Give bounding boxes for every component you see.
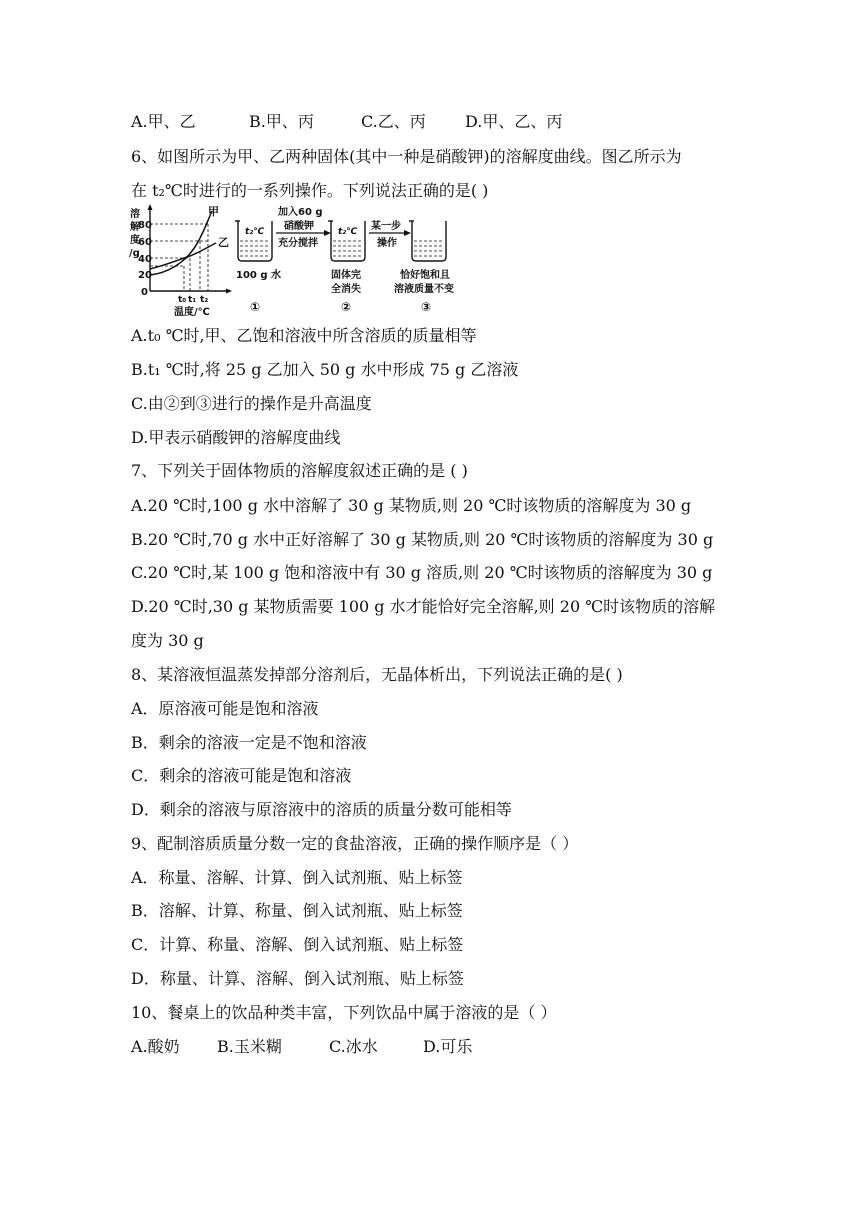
- q10-option-d: D.可乐: [423, 1037, 473, 1056]
- ytick-0: 0: [141, 287, 148, 298]
- q8-option-c: C．剩余的溶液可能是饱和溶液: [131, 766, 352, 785]
- beaker-3-num: ③: [421, 300, 432, 314]
- q10-option-a: A.酸奶: [131, 1037, 180, 1056]
- arrow-2-bottom: 操作: [377, 238, 397, 249]
- beaker-1: [235, 221, 281, 314]
- q5-option-b: B.甲、丙: [249, 112, 314, 131]
- q5-option-c: C.乙、丙: [361, 112, 426, 131]
- q7-option-d: D.20 ℃时,30 g 某物质需要 100 g 水才能恰好完全溶解,则 20 ℃时该物质的溶解: [131, 597, 716, 616]
- solubility-figure: [128, 203, 468, 321]
- q8-stem: 8、某溶液恒温蒸发掉部分溶剂后，无晶体析出，下列说法正确的是( ): [131, 665, 623, 684]
- q7-option-c: C.20 ℃时,某 100 g 饱和溶液中有 30 g 溶质,则 20 ℃时该物质的溶解度为 30 g: [131, 563, 713, 582]
- q10-stem: 10、餐桌上的饮品种类丰富，下列饮品中属于溶液的是（ ）: [131, 1003, 557, 1022]
- q5-options: [131, 112, 562, 132]
- q9-option-a: A．称量、溶解、计算、倒入试剂瓶、贴上标签: [131, 868, 463, 887]
- arrow-1-bottom: 充分搅拌: [278, 238, 318, 249]
- curve-jia: [150, 211, 212, 275]
- ylabel-1: 溶: [130, 209, 140, 220]
- curve-yi-label: 乙: [218, 236, 229, 249]
- xtick-t2: t₂: [200, 295, 209, 305]
- arrow-2: [369, 219, 411, 249]
- q7-stem: 7、下列关于固体物质的溶解度叙述正确的是 ( ): [131, 461, 468, 480]
- arrow-1-top2: 硝酸钾: [284, 221, 314, 232]
- beaker-3-caption1: 恰好饱和且: [400, 270, 450, 281]
- ytick-60: 60: [138, 237, 152, 248]
- q9-option-c: C．计算、称量、溶解、倒入试剂瓶、贴上标签: [131, 935, 464, 954]
- arrow-1-top1: 加入60 g: [278, 207, 323, 218]
- curve-yi: [150, 243, 216, 269]
- ytick-20: 20: [138, 270, 152, 281]
- beaker-2-caption2: 全消失: [331, 284, 361, 295]
- ylabel-3: 度: [130, 235, 140, 246]
- beaker-2-caption1: 固体完: [331, 270, 361, 281]
- beaker-2: [328, 221, 365, 314]
- beaker-1-num: ①: [250, 300, 261, 314]
- q6-option-b: B.t₁ ℃时,将 25 g 乙加入 50 g 水中形成 75 g 乙溶液: [131, 360, 519, 379]
- ytick-40: 40: [138, 254, 152, 265]
- solubility-graph: [129, 204, 232, 318]
- arrow-2-top: 某一步: [371, 221, 401, 232]
- q10-options: [131, 1037, 472, 1057]
- q7-option-a: A.20 ℃时,100 g 水中溶解了 30 g 某物质,则 20 ℃时该物质的溶解度为 30 g: [131, 496, 692, 515]
- q5-option-d: D.甲、乙、丙: [465, 112, 563, 131]
- curve-jia-label: 甲: [208, 205, 219, 218]
- q9-option-b: B．溶解、计算、称量、倒入试剂瓶、贴上标签: [131, 901, 463, 920]
- q7-option-d-cont: 度为 30 g: [131, 631, 204, 650]
- q6-stem-line2: 在 t₂℃时进行的一系列操作。下列说法正确的是( ): [131, 181, 489, 200]
- beaker-2-num: ②: [341, 300, 352, 314]
- q10-option-c: C.冰水: [329, 1037, 378, 1056]
- q6-option-a: A.t₀ ℃时,甲、乙饱和溶液中所含溶质的质量相等: [131, 326, 477, 345]
- beaker-1-caption: 100 g 水: [236, 270, 281, 281]
- xlabel: 温度/℃: [174, 307, 210, 318]
- q6-option-c: C.由②到③进行的操作是升高温度: [131, 394, 372, 413]
- beaker-2-temp: t₂℃: [338, 227, 358, 237]
- q6-stem-line1: 6、如图所示为甲、乙两种固体(其中一种是硝酸钾)的溶解度曲线。图乙所示为: [131, 147, 682, 166]
- q5-option-a: A.甲、乙: [131, 112, 196, 131]
- q8-option-a: A．原溶液可能是饱和溶液: [131, 699, 319, 718]
- beaker-3: [394, 221, 454, 314]
- arrow-1: [276, 205, 331, 249]
- xtick-t0: t₀: [178, 295, 187, 305]
- xtick-t1: t₁: [188, 295, 197, 305]
- ylabel-4: /g: [129, 248, 140, 259]
- q8-option-b: B．剩余的溶液一定是不饱和溶液: [131, 733, 367, 752]
- beaker-1-temp: t₂℃: [245, 227, 265, 237]
- q8-option-d: D．剩余的溶液与原溶液中的溶质的质量分数可能相等: [131, 800, 512, 819]
- q10-option-b: B.玉米糊: [217, 1037, 282, 1056]
- q7-option-b: B.20 ℃时,70 g 水中正好溶解了 30 g 某物质,则 20 ℃时该物质的溶解度为 30 g: [131, 530, 714, 549]
- q9-option-d: D．称量、计算、溶解、倒入试剂瓶、贴上标签: [131, 969, 464, 988]
- ylabel-2: 解: [130, 222, 140, 233]
- beaker-3-caption2: 溶液质量不变: [394, 284, 454, 295]
- ytick-80: 80: [138, 220, 152, 231]
- q9-stem: 9、配制溶质质量分数一定的食盐溶液，正确的操作顺序是（ ）: [131, 834, 579, 853]
- q6-option-d: D.甲表示硝酸钾的溶解度曲线: [131, 428, 341, 447]
